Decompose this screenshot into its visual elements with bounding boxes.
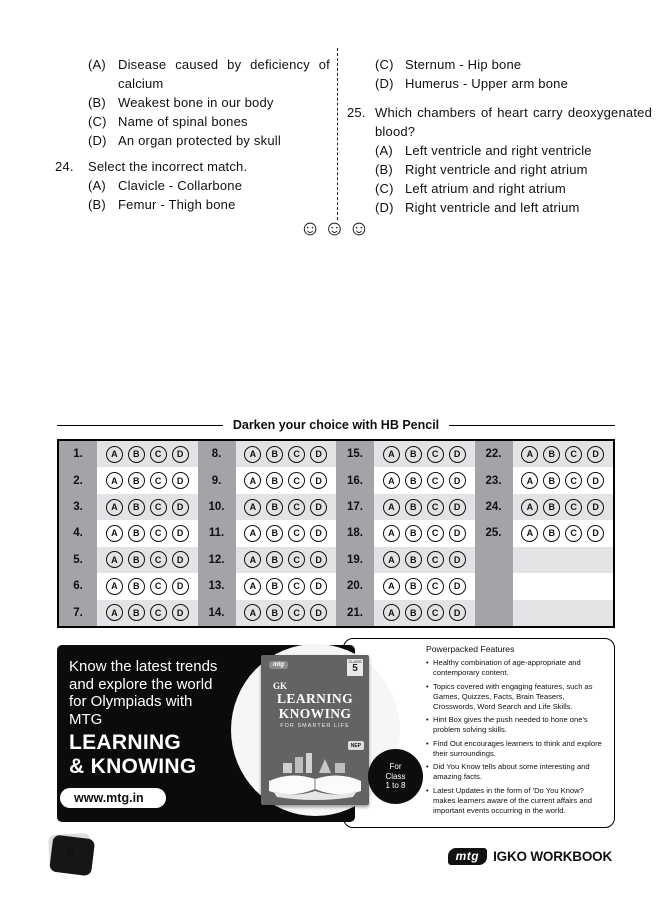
omr-bubble-1-A[interactable]: A <box>106 446 123 463</box>
omr-bubble-9-C[interactable]: C <box>288 472 305 489</box>
omr-bubble-16-A[interactable]: A <box>383 472 400 489</box>
omr-bubble-row <box>513 600 614 626</box>
omr-bubble-14-C[interactable]: C <box>288 604 305 621</box>
omr-bubble-14-B[interactable]: B <box>266 604 283 621</box>
book-series: GK <box>273 681 288 691</box>
omr-bubble-6-C[interactable]: C <box>150 578 167 595</box>
omr-bubble-20-A[interactable]: A <box>383 578 400 595</box>
option-text: Left ventricle and right ventricle <box>405 143 592 158</box>
omr-bubble-13-D[interactable]: D <box>310 578 327 595</box>
option-label: (C) <box>375 181 394 196</box>
omr-bubble-row <box>374 494 475 520</box>
omr-bubble-row <box>236 600 337 626</box>
omr-bubble-row <box>236 520 337 546</box>
option-label: (D) <box>88 133 107 148</box>
omr-bubble-22-C[interactable]: C <box>565 446 582 463</box>
omr-bubble-25-C[interactable]: C <box>565 525 582 542</box>
questions-left-column <box>55 55 330 214</box>
column-divider <box>337 48 338 220</box>
answer-option <box>375 74 652 93</box>
omr-bubble-20-C[interactable]: C <box>427 578 444 595</box>
omr-bubble-16-B[interactable]: B <box>405 472 422 489</box>
option-text: Weakest bone in our body <box>118 95 274 110</box>
omr-question-number: 6. <box>59 573 97 599</box>
omr-question-number: 12. <box>198 547 236 573</box>
omr-bubble-row <box>374 573 475 599</box>
questions-right-column <box>347 55 652 217</box>
omr-bubble-15-D[interactable]: D <box>449 446 466 463</box>
question-options-list <box>375 55 652 93</box>
omr-question-number: 25. <box>475 520 513 546</box>
omr-question-number: 16. <box>336 467 374 493</box>
omr-bubble-5-A[interactable]: A <box>106 551 123 568</box>
omr-bubble-8-A[interactable]: A <box>244 446 261 463</box>
omr-question-number: 17. <box>336 494 374 520</box>
omr-bubble-22-B[interactable]: B <box>543 446 560 463</box>
omr-question-number: 15. <box>336 441 374 467</box>
omr-bubble-row <box>513 467 614 493</box>
omr-bubble-5-B[interactable]: B <box>128 551 145 568</box>
question-number: 25. <box>347 105 366 120</box>
omr-bubble-14-A[interactable]: A <box>244 604 261 621</box>
omr-bubble-7-C[interactable]: C <box>150 604 167 621</box>
omr-bubble-22-A[interactable]: A <box>521 446 538 463</box>
answer-option <box>88 195 330 214</box>
option-text: Sternum - Hip bone <box>405 57 522 72</box>
omr-bubble-7-B[interactable]: B <box>128 604 145 621</box>
omr-bubble-23-A[interactable]: A <box>521 472 538 489</box>
omr-question-number: 18. <box>336 520 374 546</box>
omr-header <box>57 418 615 432</box>
omr-bubble-17-B[interactable]: B <box>405 499 422 516</box>
omr-bubble-7-A[interactable]: A <box>106 604 123 621</box>
omr-bubble-5-D[interactable]: D <box>172 551 189 568</box>
omr-bubble-row <box>97 441 198 467</box>
omr-bubble-8-D[interactable]: D <box>310 446 327 463</box>
omr-bubble-3-D[interactable]: D <box>172 499 189 516</box>
omr-bubble-9-B[interactable]: B <box>266 472 283 489</box>
omr-bubble-4-B[interactable]: B <box>128 525 145 542</box>
headline-line: for Olympiads with <box>69 693 193 710</box>
omr-bubble-6-A[interactable]: A <box>106 578 123 595</box>
omr-bubble-17-A[interactable]: A <box>383 499 400 516</box>
omr-bubble-row <box>236 573 337 599</box>
omr-bubble-13-B[interactable]: B <box>266 578 283 595</box>
omr-question-number: 11. <box>198 520 236 546</box>
omr-bubble-1-B[interactable]: B <box>128 446 145 463</box>
omr-question-number: 5. <box>59 547 97 573</box>
answer-option <box>88 112 330 131</box>
omr-bubble-19-D[interactable]: D <box>449 551 466 568</box>
brand-line: & KNOWING <box>69 755 197 778</box>
omr-question-number: 7. <box>59 600 97 626</box>
omr-bubble-2-B[interactable]: B <box>128 472 145 489</box>
omr-question-number <box>475 547 513 573</box>
omr-bubble-2-A[interactable]: A <box>106 472 123 489</box>
omr-bubble-25-D[interactable]: D <box>587 525 604 542</box>
option-text: Right ventricle and right atrium <box>405 162 588 177</box>
for-class-line: Class <box>385 771 406 781</box>
omr-bubble-row <box>374 467 475 493</box>
omr-bubble-row <box>97 520 198 546</box>
mtg-logo: mtg <box>448 848 488 865</box>
omr-question-number: 3. <box>59 494 97 520</box>
omr-question-number: 4. <box>59 520 97 546</box>
brand-line: LEARNING <box>69 731 182 754</box>
book-tagline: FOR SMARTER LIFE <box>280 723 350 729</box>
omr-bubble-21-C[interactable]: C <box>427 604 444 621</box>
omr-bubble-row <box>97 600 198 626</box>
omr-question-number: 22. <box>475 441 513 467</box>
omr-question-number: 23. <box>475 467 513 493</box>
answer-option <box>88 55 330 93</box>
omr-bubble-row <box>236 547 337 573</box>
feature-bullet: • Topics covered with engaging features, such as Games, Quizzes, Facts, Brain Teasers, Crosswords, Word Search and Life Skills. <box>426 682 606 712</box>
omr-bubble-6-D[interactable]: D <box>172 578 189 595</box>
omr-bubble-row <box>513 573 614 599</box>
omr-bubble-18-D[interactable]: D <box>449 525 466 542</box>
answer-option <box>88 131 330 150</box>
omr-bubble-23-B[interactable]: B <box>543 472 560 489</box>
option-label: (B) <box>88 95 106 110</box>
book-title-line2: KNOWING <box>278 706 352 721</box>
nep-badge: NEP <box>348 741 364 750</box>
omr-bubble-10-A[interactable]: A <box>244 499 261 516</box>
omr-question-number: 21. <box>336 600 374 626</box>
omr-bubble-12-A[interactable]: A <box>244 551 261 568</box>
omr-bubble-row <box>374 441 475 467</box>
option-text: Left atrium and right atrium <box>405 181 566 196</box>
omr-bubble-3-C[interactable]: C <box>150 499 167 516</box>
omr-bubble-row <box>374 547 475 573</box>
features-heading: Powerpacked Features <box>426 644 515 654</box>
answer-option <box>375 160 652 179</box>
question-25 <box>347 103 652 141</box>
option-text: Name of spinal bones <box>118 114 248 129</box>
omr-bubble-15-C[interactable]: C <box>427 446 444 463</box>
omr-bubble-row <box>97 547 198 573</box>
option-label: (A) <box>88 57 106 72</box>
advertisement <box>57 638 615 830</box>
omr-bubble-14-D[interactable]: D <box>310 604 327 621</box>
answer-option <box>88 93 330 112</box>
omr-question-number: 14. <box>198 600 236 626</box>
omr-question-number: 2. <box>59 467 97 493</box>
omr-bubble-12-C[interactable]: C <box>288 551 305 568</box>
option-text: Humerus - Upper arm bone <box>405 76 569 91</box>
omr-bubble-18-C[interactable]: C <box>427 525 444 542</box>
omr-bubble-16-D[interactable]: D <box>449 472 466 489</box>
omr-question-number <box>475 573 513 599</box>
omr-bubble-row <box>513 547 614 573</box>
header-rule-left <box>57 425 223 426</box>
omr-bubble-15-B[interactable]: B <box>405 446 422 463</box>
omr-bubble-25-B[interactable]: B <box>543 525 560 542</box>
answer-option <box>375 141 652 160</box>
omr-question-number: 9. <box>198 467 236 493</box>
omr-bubble-row <box>513 494 614 520</box>
option-label: (B) <box>88 197 106 212</box>
omr-bubble-4-C[interactable]: C <box>150 525 167 542</box>
option-text: An organ protected by skull <box>118 133 281 148</box>
omr-bubble-11-A[interactable]: A <box>244 525 261 542</box>
omr-bubble-1-C[interactable]: C <box>150 446 167 463</box>
omr-bubble-3-A[interactable]: A <box>106 499 123 516</box>
omr-question-number: 13. <box>198 573 236 599</box>
omr-bubble-row <box>374 520 475 546</box>
option-label: (C) <box>375 57 394 72</box>
answer-option <box>375 55 652 74</box>
question-options-list <box>88 55 330 150</box>
omr-bubble-row <box>374 600 475 626</box>
omr-bubble-4-D[interactable]: D <box>172 525 189 542</box>
omr-bubble-16-C[interactable]: C <box>427 472 444 489</box>
option-label: (A) <box>88 178 106 193</box>
for-class-line: 1 to 8 <box>385 781 406 791</box>
omr-bubble-5-C[interactable]: C <box>150 551 167 568</box>
for-class-badge <box>368 749 423 804</box>
omr-bubble-row <box>97 467 198 493</box>
option-label: (D) <box>375 76 394 91</box>
omr-bubble-25-A[interactable]: A <box>521 525 538 542</box>
omr-bubble-24-C[interactable]: C <box>565 499 582 516</box>
omr-grid <box>57 439 615 628</box>
feature-bullet: • Latest Updates in the form of 'Do You Know? makes learners aware of the current affairs and important events occurring in the world. <box>426 786 606 816</box>
omr-bubble-9-A[interactable]: A <box>244 472 261 489</box>
footer-brand <box>448 848 612 865</box>
omr-bubble-21-D[interactable]: D <box>449 604 466 621</box>
page-number-tab: 8 <box>48 833 92 872</box>
answer-option <box>375 198 652 217</box>
omr-bubble-row <box>236 494 337 520</box>
question-text: Select the incorrect match. <box>88 159 248 174</box>
omr-bubble-10-C[interactable]: C <box>288 499 305 516</box>
feature-bullet: • Did You Know tells about some interesting and amazing facts. <box>426 762 606 782</box>
omr-bubble-3-B[interactable]: B <box>128 499 145 516</box>
omr-question-number: 8. <box>198 441 236 467</box>
headline-line: MTG <box>69 710 103 728</box>
omr-bubble-2-C[interactable]: C <box>150 472 167 489</box>
omr-bubble-1-D[interactable]: D <box>172 446 189 463</box>
omr-bubble-11-B[interactable]: B <box>266 525 283 542</box>
answer-option <box>88 176 330 195</box>
omr-bubble-row <box>236 467 337 493</box>
question-number: 24. <box>55 159 74 174</box>
omr-bubble-24-D[interactable]: D <box>587 499 604 516</box>
book-cover <box>261 655 369 805</box>
smiley-icons: ☺☺☺ <box>299 217 373 240</box>
omr-question-number: 19. <box>336 547 374 573</box>
question-text: Which chambers of heart carry deoxygenated blood? <box>375 105 652 139</box>
omr-bubble-row <box>513 441 614 467</box>
headline-line: and explore the world <box>69 675 213 693</box>
omr-bubble-17-D[interactable]: D <box>449 499 466 516</box>
omr-bubble-10-D[interactable]: D <box>310 499 327 516</box>
omr-question-number: 24. <box>475 494 513 520</box>
headline-line: Know the latest trends <box>69 658 218 675</box>
for-class-line: For <box>389 762 402 772</box>
omr-bubble-21-B[interactable]: B <box>405 604 422 621</box>
omr-bubble-19-A[interactable]: A <box>383 551 400 568</box>
option-label: (A) <box>375 143 393 158</box>
omr-instruction: Darken your choice with HB Pencil <box>232 418 440 432</box>
question-24 <box>55 157 330 176</box>
omr-bubble-19-B[interactable]: B <box>405 551 422 568</box>
omr-bubble-7-D[interactable]: D <box>172 604 189 621</box>
open-book-illustration <box>261 751 369 803</box>
publisher-logo: mtg <box>269 661 288 669</box>
omr-bubble-2-D[interactable]: D <box>172 472 189 489</box>
omr-bubble-20-B[interactable]: B <box>405 578 422 595</box>
feature-bullet: • Healthy combination of age-appropriate and contemporary content. <box>426 658 606 678</box>
option-text: Right ventricle and left atrium <box>405 200 580 215</box>
option-text: Disease caused by deficiency of calcium <box>118 57 330 91</box>
omr-bubble-18-B[interactable]: B <box>405 525 422 542</box>
omr-question-number: 10. <box>198 494 236 520</box>
workbook-title: IGKO WORKBOOK <box>493 849 612 864</box>
omr-bubble-17-C[interactable]: C <box>427 499 444 516</box>
omr-bubble-9-D[interactable]: D <box>310 472 327 489</box>
omr-bubble-22-D[interactable]: D <box>587 446 604 463</box>
option-text: Clavicle - Collarbone <box>118 178 243 193</box>
omr-bubble-13-C[interactable]: C <box>288 578 305 595</box>
omr-bubble-23-D[interactable]: D <box>587 472 604 489</box>
omr-bubble-11-C[interactable]: C <box>288 525 305 542</box>
omr-bubble-11-D[interactable]: D <box>310 525 327 542</box>
omr-question-number: 20. <box>336 573 374 599</box>
omr-bubble-15-A[interactable]: A <box>383 446 400 463</box>
class-badge: CLASS 5 <box>348 659 362 674</box>
header-rule-right <box>449 425 615 426</box>
option-label: (B) <box>375 162 393 177</box>
question-options-list <box>88 176 330 214</box>
features-list <box>426 658 606 816</box>
option-label: (D) <box>375 200 394 215</box>
feature-bullet: • Find Out encourages learners to think and explore their surroundings. <box>426 739 606 759</box>
omr-bubble-row <box>97 573 198 599</box>
omr-bubble-row <box>97 494 198 520</box>
option-label: (C) <box>88 114 107 129</box>
omr-bubble-12-D[interactable]: D <box>310 551 327 568</box>
omr-bubble-18-A[interactable]: A <box>383 525 400 542</box>
omr-bubble-24-B[interactable]: B <box>543 499 560 516</box>
question-options-list <box>375 141 652 217</box>
omr-bubble-10-B[interactable]: B <box>266 499 283 516</box>
omr-bubble-12-B[interactable]: B <box>266 551 283 568</box>
feature-bullet: • Hint Box gives the push needed to hone one's problem solving skills. <box>426 715 606 735</box>
omr-bubble-6-B[interactable]: B <box>128 578 145 595</box>
omr-bubble-row <box>236 441 337 467</box>
omr-bubble-8-B[interactable]: B <box>266 446 283 463</box>
omr-bubble-23-C[interactable]: C <box>565 472 582 489</box>
omr-question-number <box>475 600 513 626</box>
omr-bubble-20-D[interactable]: D <box>449 578 466 595</box>
website-link[interactable]: www.mtg.in <box>60 788 166 808</box>
omr-bubble-24-A[interactable]: A <box>521 499 538 516</box>
omr-bubble-13-A[interactable]: A <box>244 578 261 595</box>
omr-bubble-19-C[interactable]: C <box>427 551 444 568</box>
omr-bubble-8-C[interactable]: C <box>288 446 305 463</box>
option-text: Femur - Thigh bone <box>118 197 236 212</box>
book-title-line1: LEARNING <box>277 691 353 706</box>
omr-bubble-row <box>513 520 614 546</box>
omr-bubble-21-A[interactable]: A <box>383 604 400 621</box>
omr-answer-sheet <box>57 418 615 628</box>
omr-question-number: 1. <box>59 441 97 467</box>
answer-option <box>375 179 652 198</box>
omr-bubble-4-A[interactable]: A <box>106 525 123 542</box>
